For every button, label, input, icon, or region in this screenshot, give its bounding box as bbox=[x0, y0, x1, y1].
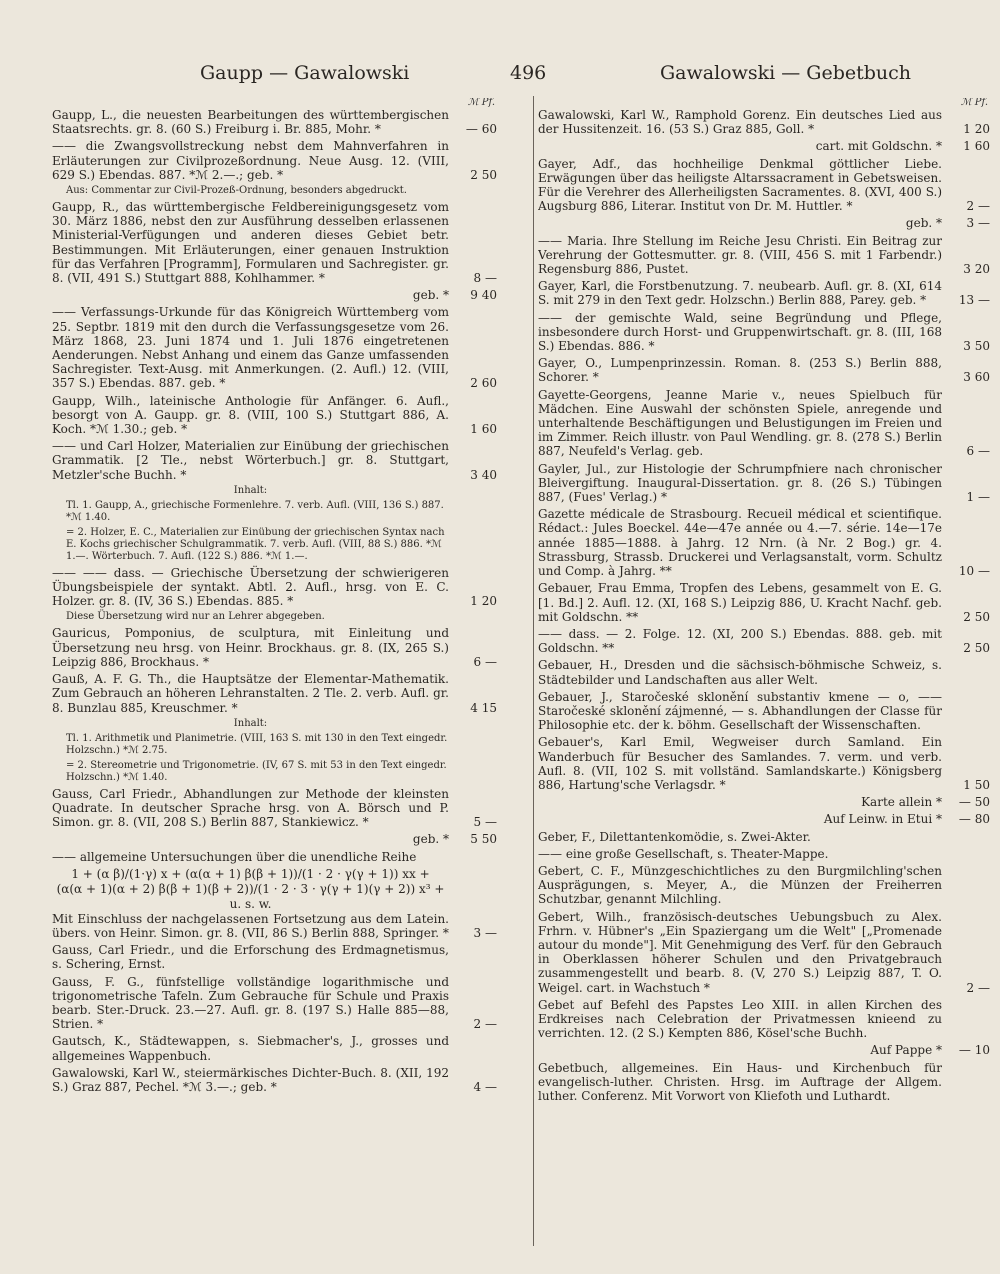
entry-variant bbox=[538, 1043, 990, 1057]
entry-price: 2 — bbox=[966, 199, 990, 214]
column-divider bbox=[533, 96, 534, 1246]
catalog-entry bbox=[52, 626, 497, 669]
entry-variant bbox=[538, 216, 990, 230]
entry-variant bbox=[52, 832, 497, 846]
right-column bbox=[538, 98, 990, 1254]
entry-text: —— allgemeine Untersuchungen über die unendliche Reihe bbox=[52, 849, 417, 864]
catalog-entry bbox=[538, 234, 990, 277]
entry-price: 5 — bbox=[473, 815, 497, 830]
entry-text: —— —— dass. — Griechische Übersetzung der schwierigeren Übungsbeispiele der syntakt. Abtl. 2. Aufl., hrsg. von E. C. Holzer. gr. 8. (IV, 36 S.) Ebendas. 885. * bbox=[52, 565, 449, 609]
entry-variant bbox=[52, 288, 497, 302]
catalog-entry bbox=[538, 847, 990, 861]
entry-text: Mit Einschluss der nachgelassenen Fortsetzung aus dem Latein. übers. von Heinr. Simon. gr. 8. (VII, 86 S.) Berlin 888, Springer. * bbox=[52, 911, 449, 940]
catalog-entry bbox=[52, 394, 497, 437]
catalog-entry bbox=[538, 157, 990, 214]
catalog-entry bbox=[538, 581, 990, 624]
entry-text: Gebauer, J., Staročeské sklonění substantiv kmene — o, —— Staročeské sklonění zájmenné, — s. Abhandlungen der Classe für Philosophie etc. der k. böhm. Gesellschaft der Wissenschaften. bbox=[538, 689, 942, 733]
entry-text: Gayer, O., Lumpenprinzessin. Roman. 8. (253 S.) Berlin 888, Schorer. * bbox=[538, 356, 942, 385]
series-formula bbox=[52, 867, 497, 912]
catalog-entry bbox=[538, 998, 990, 1041]
entry-price: 3 — bbox=[966, 216, 990, 231]
catalog-entry bbox=[538, 735, 990, 792]
entry-text: —— die Zwangsvollstreckung nebst dem Mahnverfahren in Erläuterungen zur Civilprozeßordnung. Neue Ausg. 12. (VIII, 629 S.) Ebendas. 887. *ℳ 2.—.; geb. * bbox=[52, 139, 449, 182]
entry-price: 2 — bbox=[473, 1017, 497, 1032]
entry-text: Inhalt: bbox=[233, 717, 268, 729]
entry-note bbox=[52, 733, 497, 757]
entry-text: Gauricus, Pomponius, de sculptura, mit Einleitung und Übersetzung neu hrsg. von Heinr. Brockhaus. gr. 8. (IX, 265 S.) Leipzig 886, Brockhaus. * bbox=[52, 626, 449, 669]
entry-variant bbox=[538, 795, 990, 809]
catalog-entry bbox=[52, 943, 497, 971]
catalog-entry bbox=[538, 1061, 990, 1104]
entry-note bbox=[52, 527, 497, 563]
header-right-title: Gawalowski — Gebetbuch bbox=[660, 62, 912, 84]
entry-text: geb. * bbox=[905, 216, 942, 231]
entry-text: Gautsch, K., Städtewappen, s. Siebmacher's, J., grosses und allgemeines Wappenbuch. bbox=[52, 1034, 449, 1063]
entry-text: Gebert, C. F., Münzgeschichtliches zu den Burgmilchling'schen Ausprägungen, s. Meyer, A., die Münzen der Freiherren Schutzbar, genannt Milchling. bbox=[538, 863, 942, 907]
catalog-entry bbox=[52, 566, 497, 609]
entry-text: Gauss, Carl Friedr., Abhandlungen zur Methode der kleinsten Quadrate. In deutscher Sprache hrsg. von A. Börsch und P. Simon. gr. 8. (VII, 208 S.) Berlin 887, Stankiewicz. * bbox=[52, 786, 449, 830]
entry-text: Gaupp, Wilh., lateinische Anthologie für Anfänger. 6. Aufl., besorgt von A. Gaupp. gr. 8. (VIII, 100 S.) Stuttgart 886, A. Koch. *ℳ 1.30.; geb. * bbox=[52, 393, 449, 437]
left-column bbox=[52, 98, 497, 1254]
formula-line-2: (α(α + 1)(α + 2) β(β + 1)(β + 2))/(1 · 2 · 3 · γ(γ + 1)(γ + 2)) x³ + u. s. w. bbox=[56, 881, 445, 911]
catalog-entry bbox=[52, 912, 497, 940]
entry-text: —— Verfassungs-Urkunde für das Königreich Württemberg vom 25. Septbr. 1819 mit den durch die Verfassungsgesetze vom 26. März 1868, 23. Juni 1874 und 1. Juli 1876 eingetretenen Aenderungen. Nebst Anhang und einem das Ganze umfassenden Sachregister. Text-Ausg. mit Anmerkungen. (2. Aufl.) 12. (VIII, 357 S.) Ebendas. 887. geb. * bbox=[52, 305, 449, 391]
entry-price: 1 60 bbox=[470, 422, 497, 437]
catalog-entry bbox=[52, 672, 497, 715]
catalog-entry bbox=[538, 356, 990, 384]
entry-price: 8 — bbox=[473, 271, 497, 286]
contents-heading bbox=[52, 485, 497, 497]
catalog-entry bbox=[52, 200, 497, 285]
entry-text: Inhalt: bbox=[233, 484, 268, 496]
entry-text: Geber, F., Dilettantenkomödie, s. Zwei-Akter. bbox=[538, 829, 811, 844]
entry-price: — 10 bbox=[958, 1043, 990, 1058]
currency-header-left: ℳ Pf. bbox=[467, 98, 495, 108]
catalog-entry bbox=[52, 439, 497, 482]
entry-price: 3 40 bbox=[470, 467, 497, 482]
entry-text: geb. * bbox=[412, 288, 449, 303]
entry-price: 1 20 bbox=[470, 594, 497, 609]
entry-text: —— und Carl Holzer, Materialien zur Einübung der griechischen Grammatik. [2 Tle., nebst Wörterbuch.] gr. 8. Stuttgart, Metzler'sche Buchh. * bbox=[52, 439, 449, 482]
entry-price: 6 — bbox=[473, 654, 497, 669]
entry-text: Gayer, Karl, die Forstbenutzung. 7. neubearb. Aufl. gr. 8. (XI, 614 S. mit 279 in den Text gedr. Holzschn.) Berlin 888, Parey. geb. * bbox=[538, 279, 942, 308]
entry-text: Gayer, Adf., das hochheilige Denkmal göttlicher Liebe. Erwägungen über das heiligste Altarssacrament in Gebetsweisen. Für die Verehrer des Allerheiligsten Sacramentes. 8. (XVI, 400 S.) Augsburg 886, Literar. Institut von Dr. M. Huttler. * bbox=[538, 156, 942, 214]
catalog-entry bbox=[538, 108, 990, 136]
entry-price: 2 — bbox=[966, 980, 990, 995]
entry-price: 5 50 bbox=[470, 832, 497, 847]
page-number: 496 bbox=[510, 62, 547, 84]
entry-text: Gayette-Georgens, Jeanne Marie v., neues Spielbuch für Mädchen. Eine Auswahl der schönsten Spiele, anregende und unterhaltende Beschäftigungen und Belustigungen im Freien und im Zimmer. Reich illustr. von Paul Wendling. gr. 8. (278 S.) Berlin 887, Neufeld's Verlag. geb. bbox=[538, 387, 942, 459]
entry-text: Auf Pappe * bbox=[870, 1043, 942, 1058]
entry-price: 2 60 bbox=[470, 376, 497, 391]
catalog-entry bbox=[52, 850, 497, 864]
entry-price: 10 — bbox=[958, 564, 990, 579]
catalog-entry bbox=[538, 279, 990, 307]
catalog-entry bbox=[538, 658, 990, 686]
entry-note bbox=[52, 500, 497, 524]
entry-text: —— der gemischte Wald, seine Begründung und Pflege, insbesondere durch Horst- und Gruppenwirtschaft. gr. 8. (III, 168 S.) Ebendas. 886. * bbox=[538, 310, 942, 354]
entry-price: 1 60 bbox=[963, 139, 990, 154]
catalog-entry bbox=[52, 787, 497, 830]
entry-text: Gawalowski, Karl W., Ramphold Gorenz. Ein deutsches Lied aus der Hussitenzeit. 16. (53 S.) Graz 885, Goll. * bbox=[538, 108, 942, 137]
catalog-entry bbox=[538, 627, 990, 655]
contents-heading bbox=[52, 718, 497, 730]
entry-text: = 2. Stereometrie und Trigonometrie. (IV, 67 S. mit 53 in den Text eingedr. Holzschn.) *ℳ 1.40. bbox=[66, 759, 447, 783]
entry-text: Auf Leinw. in Etui * bbox=[823, 812, 942, 827]
header-left-title: Gaupp — Gawalowski bbox=[200, 62, 410, 84]
entry-note bbox=[52, 760, 497, 784]
entry-price: 2 50 bbox=[963, 641, 990, 656]
entry-text: Gazette médicale de Strasbourg. Recueil médical et scientifique. Rédact.: Jules Boeckel. 44e—47e année ou 4.—7. série. 14e—17e année 1885—1888. à Jahrg. 12 Nrn. (à Nr. 2 Bog.) gr. 4. Strassburg, Strassb. Druckerei und Verlagsanstalt, vorm. Schultz und Comp. à Jahrg. ** bbox=[538, 507, 942, 579]
entry-price: 3 — bbox=[473, 925, 497, 940]
entry-variant bbox=[538, 139, 990, 153]
entry-text: Tl. 1. Arithmetik und Planimetrie. (VIII, 163 S. mit 130 in den Text eingedr. Holzschn.) *ℳ 2.75. bbox=[66, 732, 448, 756]
entry-text: Aus: Commentar zur Civil-Prozeß-Ordnung, besonders abgedruckt. bbox=[66, 185, 407, 197]
entry-price: 1 — bbox=[966, 490, 990, 505]
entry-text: Gebet auf Befehl des Papstes Leo XIII. in allen Kirchen des Erdkreises nach Celebration der Privatmessen knieend zu verrichten. 12. (2 S.) Kempten 886, Kösel'sche Buchh. bbox=[538, 997, 942, 1041]
catalog-entry bbox=[538, 388, 990, 459]
entry-text: Gaupp, L., die neuesten Bearbeitungen des württembergischen Staatsrechts. gr. 8. (60 S.) Freiburg i. Br. 885, Mohr. * bbox=[52, 108, 449, 137]
entry-price: 1 20 bbox=[963, 122, 990, 137]
entry-text: Gauss, F. G., fünfstellige vollständige logarithmische und trigonometrische Tafeln. Zum Gebrauche für Schule und Praxis bearb. Ster.-Druck. 23.—27. Aufl. gr. 8. (197 S.) Halle 885—88, Strien. * bbox=[52, 974, 449, 1032]
entry-text: Gayler, Jul., zur Histologie der Schrumpfniere nach chronischer Bleivergiftung. Inaugural-Dissertation. gr. 8. (26 S.) Tübingen 887, (Fues' Verlag.) * bbox=[538, 461, 942, 505]
entry-text: —— eine große Gesellschaft, s. Theater-Mappe. bbox=[538, 846, 829, 861]
entry-price: 4 — bbox=[473, 1079, 497, 1094]
entry-price: 3 20 bbox=[963, 262, 990, 277]
entry-price: — 80 bbox=[958, 812, 990, 827]
catalog-entry bbox=[538, 462, 990, 505]
entry-price: 13 — bbox=[958, 293, 990, 308]
entry-text: Gaupp, R., das württembergische Feldbereinigungsgesetz vom 30. März 1886, nebst den zur Ausführung desselben erlassenen Ministerial-Verfügungen und anderen dieses Gebiet betr. Bestimmungen. Mit Erläuterungen, einer genauen Instruktion für das Verfahren [Programm], Formularen und Sachregister. gr. 8. (VII, 491 S.) Stuttgart 888, Kohlhammer. * bbox=[52, 200, 449, 286]
entry-text: Diese Übersetzung wird nur an Lehrer abgegeben. bbox=[66, 611, 325, 623]
catalog-entry bbox=[52, 975, 497, 1032]
catalog-entry bbox=[538, 690, 990, 733]
entry-text: Gauß, A. F. G. Th., die Hauptsätze der Elementar-Mathematik. Zum Gebrauch an höheren Lehranstalten. 2 Tle. 2. verb. Aufl. gr. 8. Bunzlau 885, Kreuschmer. * bbox=[52, 672, 449, 715]
entry-note bbox=[52, 185, 497, 197]
entry-price: 3 60 bbox=[963, 370, 990, 385]
entry-price: — 50 bbox=[958, 795, 990, 810]
entry-price: 3 50 bbox=[963, 339, 990, 354]
entry-text: Gebauer's, Karl Emil, Wegweiser durch Samland. Ein Wanderbuch für Besucher des Samlandes. 7. verm. und verb. Aufl. 8. (VII, 102 S. mit vollständ. Samlandskarte.) Königsberg 886, Hartung'sche Verlagsdr. * bbox=[538, 735, 942, 792]
entry-text: = 2. Holzer, E. C., Materialien zur Einübung der griechischen Syntax nach E. Kochs griechischer Schulgrammatik. 7. verb. Aufl. (VIII, 88 S.) 886. *ℳ 1.—. Wörterbuch. 7. Aufl. (122 S.) 886. *ℳ 1.—. bbox=[66, 526, 445, 562]
entry-price: 2 50 bbox=[470, 167, 497, 182]
entry-text: cart. mit Goldschn. * bbox=[815, 139, 942, 154]
catalog-entry bbox=[538, 830, 990, 844]
entry-price: 6 — bbox=[966, 444, 990, 459]
entry-text: —— dass. — 2. Folge. 12. (XI, 200 S.) Ebendas. 888. geb. mit Goldschn. ** bbox=[538, 626, 942, 656]
formula-line-1: 1 + (α β)/(1·γ) x + (α(α + 1) β(β + 1))/(1 · 2 · γ(γ + 1)) xx + bbox=[71, 866, 430, 881]
entry-text: —— Maria. Ihre Stellung im Reiche Jesu Christi. Ein Beitrag zur Verehrung der Gottesmutter. gr. 8. (VIII, 456 S. mit 1 Farbendr.) Regensburg 886, Pustet. bbox=[538, 233, 942, 277]
entry-text: geb. * bbox=[412, 832, 449, 847]
catalog-entry bbox=[538, 864, 990, 907]
entry-price: 9 40 bbox=[470, 288, 497, 303]
page-header bbox=[50, 62, 950, 92]
entry-text: Gebauer, H., Dresden und die sächsisch-böhmische Schweiz, s. Städtebilder und Landschaften aus aller Welt. bbox=[538, 658, 942, 687]
entry-price: 2 50 bbox=[963, 609, 990, 624]
catalog-entry bbox=[538, 507, 990, 578]
catalog-entry bbox=[52, 1066, 497, 1094]
entry-price: 1 50 bbox=[963, 777, 990, 792]
entry-text: Karte allein * bbox=[861, 795, 942, 810]
entry-price: — 60 bbox=[465, 122, 497, 137]
catalog-entry bbox=[52, 139, 497, 182]
entry-text: Tl. 1. Gaupp, A., griechische Formenlehre. 7. verb. Aufl. (VIII, 136 S.) 887. *ℳ 1.40. bbox=[66, 499, 444, 523]
catalog-entry bbox=[52, 1034, 497, 1062]
entry-text: Gebert, Wilh., französisch-deutsches Uebungsbuch zu Alex. Frhrn. v. Hübner's „Ein Spaziergang um die Welt" [„Promenade autour du monde"]. Mit Genehmigung des Verf. für den Gebrauch in Oberklassen höherer Schulen und den Privatgebrauch zusammengestellt und bearb. 8. (V, 270 S.) Leipzig 887, T. O. Weigel. cart. in Wachstuch * bbox=[538, 909, 942, 995]
entry-text: Gebauer, Frau Emma, Tropfen des Lebens, gesammelt von E. G. [1. Bd.] 2. Aufl. 12. (XI, 168 S.) Leipzig 886, U. Kracht Nachf. geb. mit Goldschn. ** bbox=[538, 581, 942, 624]
catalog-entry bbox=[52, 108, 497, 136]
currency-header-right: ℳ Pf. bbox=[960, 98, 988, 108]
catalog-entry bbox=[52, 305, 497, 390]
catalog-entry bbox=[538, 910, 990, 995]
entry-variant bbox=[538, 812, 990, 826]
entry-note bbox=[52, 611, 497, 623]
entry-price: 4 15 bbox=[470, 700, 497, 715]
catalog-entry bbox=[538, 311, 990, 354]
entry-text: Gebetbuch, allgemeines. Ein Haus- und Kirchenbuch für evangelisch-luther. Christen. Hrsg. im Auftrage der Allgem. luther. Conferenz. Mit Vorwort von Kliefoth und Luthardt. bbox=[538, 1060, 942, 1103]
entry-text: Gawalowski, Karl W., steiermärkisches Dichter-Buch. 8. (XII, 192 S.) Graz 887, Pechel. *ℳ 3.—.; geb. * bbox=[52, 1065, 449, 1094]
entry-text: Gauss, Carl Friedr., und die Erforschung des Erdmagnetismus, s. Schering, Ernst. bbox=[52, 943, 449, 972]
